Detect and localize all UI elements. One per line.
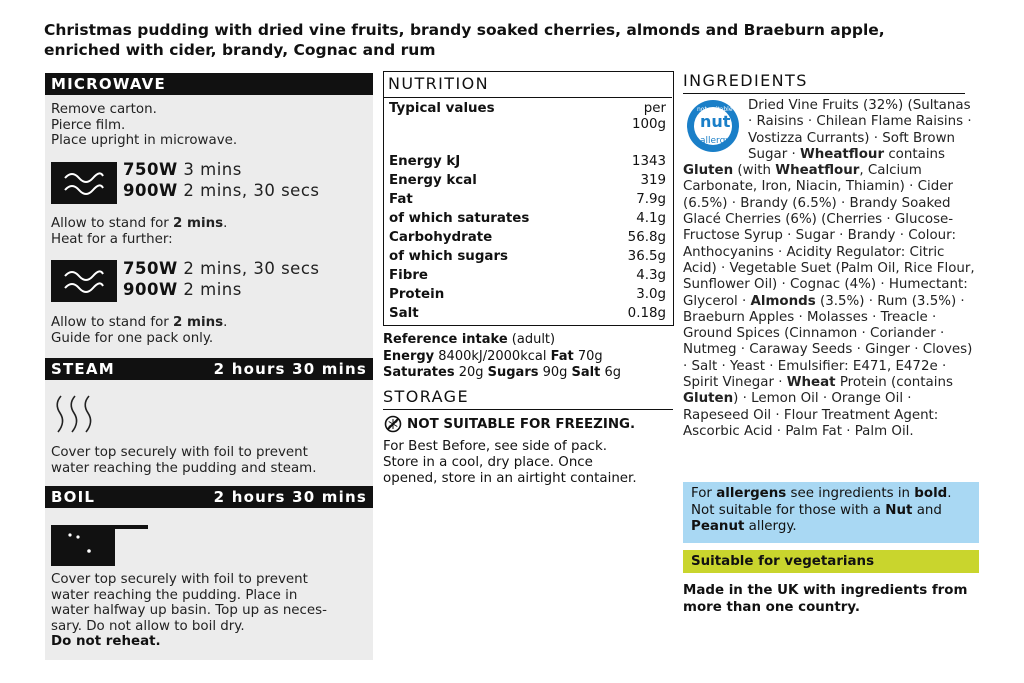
title-line-2: enriched with cider, brandy, Cognac and rum xyxy=(44,41,436,59)
storage-line: opened, store in an airtight container. xyxy=(383,471,637,486)
boil-header xyxy=(45,486,373,508)
vegetarian-badge xyxy=(683,550,979,573)
allergy-bold: allergens xyxy=(716,486,787,501)
nutrient-label: Fibre xyxy=(389,268,429,283)
steam-instructions xyxy=(51,445,316,476)
stand-time: 2 mins xyxy=(173,315,224,330)
nutrition-row xyxy=(389,190,666,209)
ri-sugars-label: Sugars xyxy=(487,365,539,380)
nutrient-label: Energy kcal xyxy=(389,173,477,188)
ri-label: Reference intake xyxy=(383,332,508,347)
stand-text: . xyxy=(223,216,228,231)
allergen-text: Wheatflour xyxy=(775,163,860,179)
ri-salt-label: Salt xyxy=(571,365,601,380)
storage-instructions xyxy=(383,439,637,487)
ri-salt-value: 6g xyxy=(600,365,622,380)
nutrition-heading: NUTRITION xyxy=(388,74,489,93)
nutrient-label: Protein xyxy=(389,287,445,302)
microwave-header xyxy=(45,73,373,95)
ri-energy-value: 8400kJ/2000kcal xyxy=(434,348,551,364)
steam-header xyxy=(45,358,373,380)
nutrient-value: 319 xyxy=(640,173,666,188)
guide-text: Guide for one pack only. xyxy=(51,330,214,346)
microwave-icon xyxy=(51,162,117,204)
ingredient-text: (with xyxy=(733,163,776,179)
allergy-text: For xyxy=(691,486,717,501)
ri-sugars-value: 90g xyxy=(538,365,572,380)
boil-line: Cover top securely with foil to prevent xyxy=(51,572,308,587)
allergen-text: Wheatflour xyxy=(799,146,885,162)
nutrition-row xyxy=(389,152,666,171)
cook-time: 2 mins, 30 secs xyxy=(183,181,320,200)
microwave-step: Remove carton. xyxy=(51,102,157,117)
allergy-text: allergy. xyxy=(744,519,797,534)
nutrition-divider xyxy=(384,97,672,98)
allergy-text: . Not suitable for those with a xyxy=(691,486,952,518)
microwave-step: Pierce film. xyxy=(51,117,126,133)
microwave-times-first xyxy=(123,159,320,201)
wattage: 750W xyxy=(123,259,178,278)
ingredients-heading: INGREDIENTS xyxy=(683,71,808,90)
cook-time: 3 mins xyxy=(183,160,242,179)
nutrition-row xyxy=(389,304,666,323)
microwave-step: Place upright in microwave. xyxy=(51,133,238,148)
per-amount: 100g xyxy=(631,117,666,132)
nut-logo-nut: nut xyxy=(700,112,731,131)
allergen-text: Wheat xyxy=(786,375,836,391)
ingredients-divider xyxy=(683,93,965,94)
reference-intake xyxy=(383,332,621,382)
ingredient-text: (3.5%) · Rum (3.5%) · Braeburn Apples · Molasses · Treacle · Ground Spices (Cinnamon · Coriander · Nutmeg · Caraway Seeds · Ginger · Cloves) · Salt · Yeast · Emulsifier: E471, E472e · Spirit Vinegar · xyxy=(683,293,973,391)
boil-heading: BOIL xyxy=(51,488,96,506)
ri-fat-value: 70g xyxy=(573,348,603,364)
nutrient-label: of which sugars xyxy=(389,249,509,264)
pan-icon xyxy=(51,520,151,566)
ingredient-text: Dried Vine Fruits (32%) (Sultanas · Raisins · Chilean Flame Raisins · Vostizza Currants) · Soft Brown Sugar · xyxy=(748,98,972,162)
stand-text: . xyxy=(223,315,228,330)
storage-heading: STORAGE xyxy=(383,387,469,406)
ingredient-text: contains xyxy=(884,146,946,162)
cook-time: 2 mins xyxy=(183,280,242,299)
allergy-text: and xyxy=(912,502,942,518)
storage-line: For Best Before, see side of pack. xyxy=(383,439,608,454)
nutrition-row xyxy=(389,266,666,285)
nutrient-label: of which saturates xyxy=(389,211,530,226)
storage-divider xyxy=(383,409,673,410)
heat-further-text: Heat for a further: xyxy=(51,231,173,247)
steam-line: water reaching the pudding and steam. xyxy=(51,460,317,476)
nutrition-row xyxy=(389,228,666,247)
allergen-text: Gluten xyxy=(683,391,734,407)
stand-text: Allow to stand for xyxy=(51,216,174,231)
nut-allergy-icon xyxy=(683,98,743,154)
stand-text: Allow to stand for xyxy=(51,315,174,330)
ri-sat-value: 20g xyxy=(454,365,488,380)
nutrient-label: Energy kJ xyxy=(389,154,461,169)
wattage: 750W xyxy=(123,160,178,179)
not-suitable-freezing: NOT SUITABLE FOR FREEZING. xyxy=(407,417,636,432)
vegetarian-text: Suitable for vegetarians xyxy=(691,554,875,569)
allergen-text: Almonds xyxy=(750,293,816,309)
ri-adult: (adult) xyxy=(507,332,556,347)
storage-line: Store in a cool, dry place. Once xyxy=(383,455,593,470)
boil-time: 2 hours 30 mins xyxy=(213,488,367,506)
nutrition-row xyxy=(389,285,666,304)
ri-energy-label: Energy xyxy=(383,348,435,364)
microwave-steps xyxy=(51,102,237,149)
microwave-times-second xyxy=(123,258,320,300)
stand-time: 2 mins xyxy=(173,216,224,231)
microwave-stand-1 xyxy=(51,216,227,247)
do-not-reheat: Do not reheat. xyxy=(51,634,161,649)
nutrient-value: 3.0g xyxy=(636,287,666,302)
steam-line: Cover top securely with foil to prevent xyxy=(51,445,308,460)
nutrient-label: Fat xyxy=(389,192,413,207)
microwave-icon xyxy=(51,260,117,302)
steam-icon xyxy=(51,392,101,436)
boil-instructions xyxy=(51,572,327,650)
boil-line: water halfway up basin. Top up as neces- xyxy=(51,603,327,618)
nutrient-value: 56.8g xyxy=(627,230,666,245)
country-of-origin: Made in the UK with ingredients from more than one country. xyxy=(683,583,968,615)
microwave-stand-2 xyxy=(51,315,227,346)
allergen-text: Gluten xyxy=(683,163,734,179)
boil-line: sary. Do not allow to boil dry. xyxy=(51,618,245,634)
nutrient-value: 0.18g xyxy=(627,306,666,321)
wattage: 900W xyxy=(123,280,178,299)
microwave-heading: MICROWAVE xyxy=(51,75,166,93)
ingredients-list xyxy=(683,98,975,440)
nutrient-value: 7.9g xyxy=(636,192,666,207)
allergy-text: see ingredients in xyxy=(786,486,915,501)
typical-values-label: Typical values xyxy=(389,101,495,116)
allergy-advice-box xyxy=(683,482,979,543)
nutrient-value: 4.1g xyxy=(636,211,666,226)
ri-sat-label: Saturates xyxy=(383,365,455,380)
per-label: per xyxy=(643,101,666,116)
allergy-bold: Nut xyxy=(885,502,913,518)
wattage: 900W xyxy=(123,181,178,200)
steam-heading: STEAM xyxy=(51,360,115,378)
nutrient-value: 1343 xyxy=(631,154,666,169)
nutrition-row xyxy=(389,247,666,266)
nut-logo-allergy: allergy xyxy=(700,136,731,146)
nutrient-value: 4.3g xyxy=(636,268,666,283)
nutrition-row xyxy=(389,171,666,190)
allergy-bold: bold xyxy=(914,486,948,501)
nutrition-row xyxy=(389,209,666,228)
title-line-1: Christmas pudding with dried vine fruits, brandy soaked cherries, almonds and Braeburn apple, xyxy=(44,21,885,39)
product-description xyxy=(44,20,1004,60)
ri-fat-label: Fat xyxy=(550,348,574,364)
nutrient-value: 36.5g xyxy=(627,249,666,264)
cook-time: 2 mins, 30 secs xyxy=(183,259,320,278)
ingredient-text: Protein (contains xyxy=(835,375,953,391)
per-100g-label xyxy=(632,101,666,133)
allergy-bold: Peanut xyxy=(691,519,745,534)
boil-line: water reaching the pudding. Place in xyxy=(51,587,298,603)
steam-time: 2 hours 30 mins xyxy=(213,360,367,378)
ingredient-text: ) · Lemon Oil · Orange Oil · Rapeseed Oil · Flour Treatment Agent: Ascorbic Acid · Palm Fat · Palm Oil. xyxy=(683,391,939,439)
nut-logo-top: not suitable for xyxy=(697,106,743,113)
ingredient-text: , Calcium Carbonate, Iron, Niacin, Thiamin) · Cider (6.5%) · Brandy (6.5%) · Brandy Soaked Glacé Cherries (6%) (Cherries · Glucose-Fructose Syrup · Sugar · Brandy · Colour: Anthocyanins · Acidity Regulator: Citric Acid) · Vegetable Suet (Palm Oil, Rice Flour, Sunflower Oil) · Cognac (4%) · Humectant: Glycerol · xyxy=(683,163,975,309)
nutrient-label: Carbohydrate xyxy=(389,230,493,245)
no-freeze-icon xyxy=(384,415,402,433)
nutrient-label: Salt xyxy=(389,306,419,321)
